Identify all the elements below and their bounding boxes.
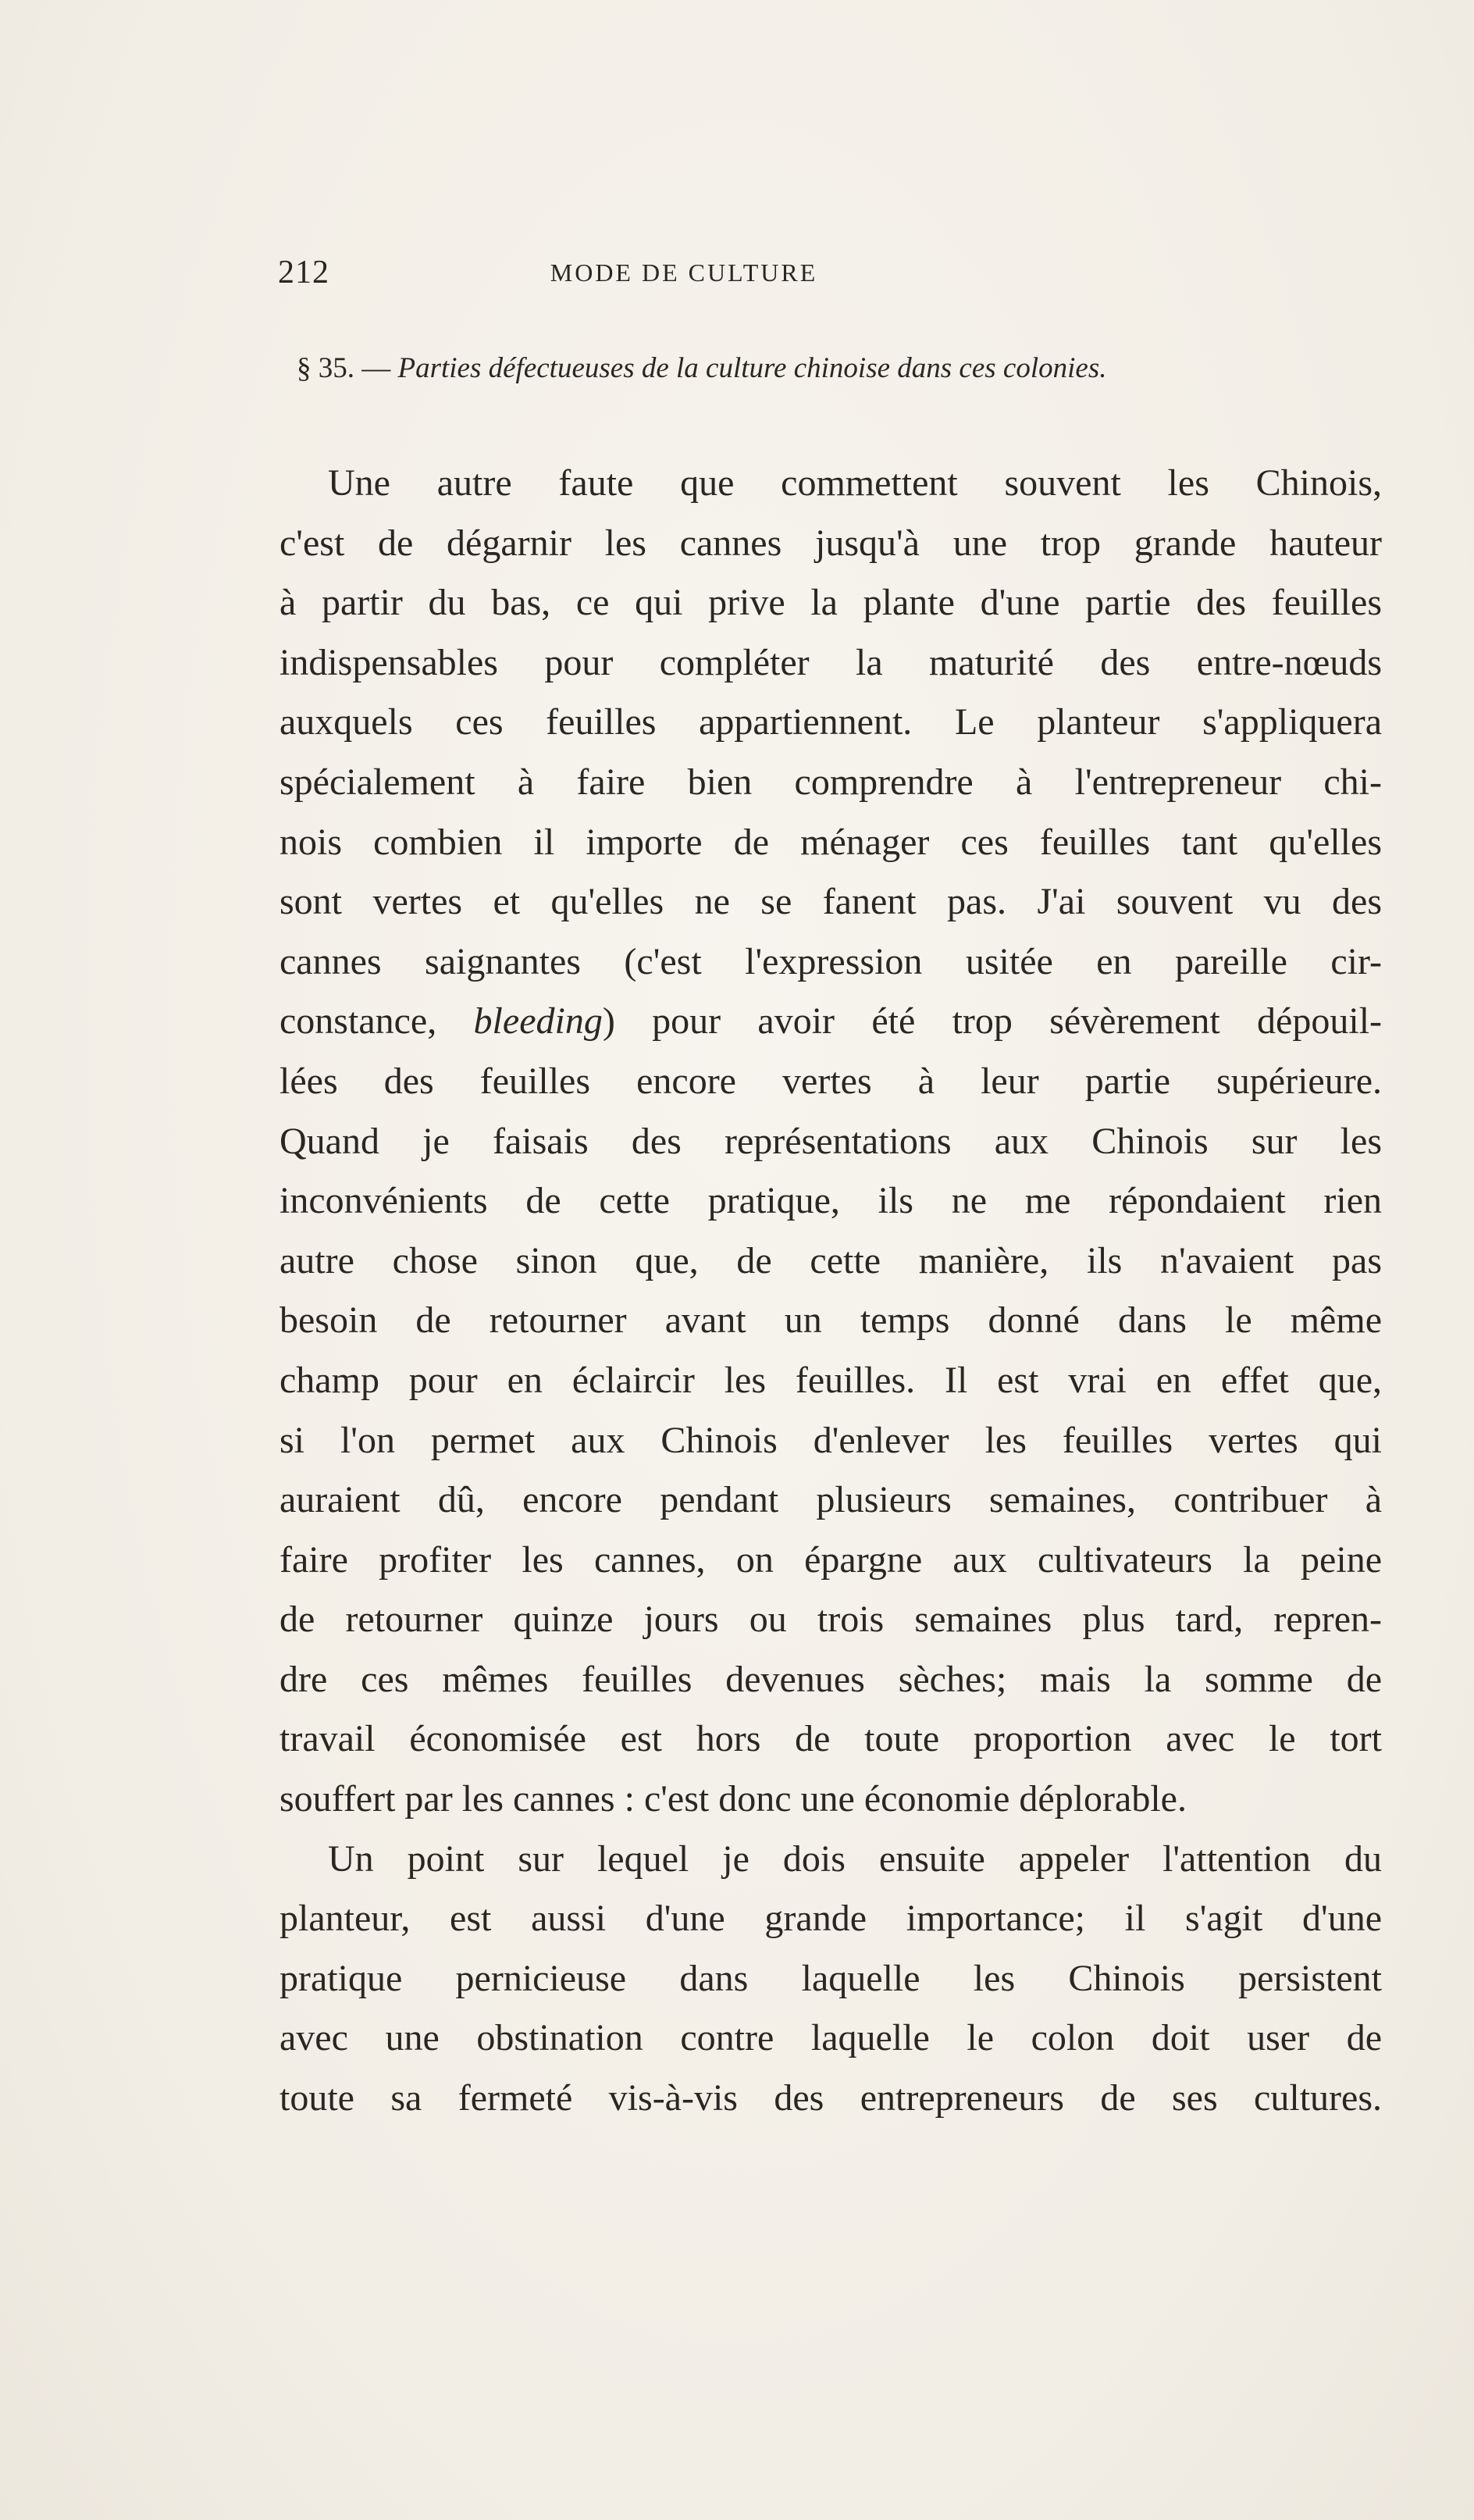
text-line: lées des feuilles encore vertes à leur partie supérieure. <box>279 1060 1382 1102</box>
text-line <box>279 992 1382 1052</box>
italic-term: bleeding <box>473 1000 603 1043</box>
text-line: indispensables pour compléter la maturité des entre-nœuds <box>279 641 1382 683</box>
text-line: travail économisée est hors de toute proportion avec le tort <box>279 1718 1382 1760</box>
page-number: 212 <box>278 255 329 290</box>
text-line: autre chose sinon que, de cette manière, ils n'avaient pas <box>279 1239 1382 1281</box>
text-line: Une autre faute que commettent souvent les Chinois, <box>328 462 1382 504</box>
line-text: constance, <box>279 1000 474 1043</box>
section-title: Parties défectueuses de la culture chinoise dans ces colonies. <box>397 352 1107 384</box>
text-line: nois combien il importe de ménager ces feuilles tant qu'elles <box>279 821 1382 863</box>
text-line: si l'on permet aux Chinois d'enlever les feuilles vertes qui <box>279 1419 1382 1461</box>
text-line: auraient dû, encore pendant plusieurs semaines, contribuer à <box>279 1479 1382 1521</box>
text-line: cannes saignantes (c'est l'expression usitée en pareille cir- <box>279 940 1382 982</box>
text-line: spécialement à faire bien comprendre à l'entrepreneur chi- <box>279 761 1382 803</box>
text-line: besoin de retourner avant un temps donné dans le même <box>279 1299 1382 1342</box>
text-line: dre ces mêmes feuilles devenues sèches; mais la somme de <box>279 1658 1382 1700</box>
page-header <box>278 254 1066 293</box>
text-line: pratique pernicieuse dans laquelle les Chinois persistent <box>279 1957 1382 1999</box>
body-text <box>279 454 1382 2129</box>
text-line: champ pour en éclaircir les feuilles. Il est vrai en effet que, <box>279 1359 1382 1401</box>
text-line: auxquels ces feuilles appartiennent. Le planteur s'appliquera <box>279 701 1382 743</box>
text-line: sont vertes et qu'elles ne se fanent pas. J'ai souvent vu des <box>279 881 1382 923</box>
running-head: MODE DE CULTURE <box>550 258 818 287</box>
text-line: Un point sur lequel je dois ensuite appeler l'attention du <box>328 1837 1382 1880</box>
text-line: à partir du bas, ce qui prive la plante d'une partie des feuilles <box>279 582 1382 624</box>
line-text: ) pour avoir été trop sévèrement dépouil- <box>602 1000 1382 1043</box>
section-number: § 35. — <box>297 352 398 384</box>
text-line: c'est de dégarnir les cannes jusqu'à une trop grande hauteur <box>279 522 1382 564</box>
text-line: souffert par les cannes : c'est donc une économie déplorable. <box>279 1778 1187 1820</box>
text-line: de retourner quinze jours ou trois semaines plus tard, repren- <box>279 1599 1382 1641</box>
section-heading <box>297 351 1107 385</box>
text-line: inconvénients de cette pratique, ils ne me répondaient rien <box>279 1180 1382 1222</box>
text-line: planteur, est aussi d'une grande importance; il s'agit d'une <box>279 1898 1382 1940</box>
text-line: Quand je faisais des représentations aux Chinois sur les <box>279 1120 1382 1162</box>
text-line: avec une obstination contre laquelle le colon doit user de <box>279 2017 1382 2059</box>
text-line: faire profiter les cannes, on épargne aux cultivateurs la peine <box>279 1538 1382 1581</box>
text-line: toute sa fermeté vis-à-vis des entrepreneurs de ses cultures. <box>279 2077 1382 2119</box>
